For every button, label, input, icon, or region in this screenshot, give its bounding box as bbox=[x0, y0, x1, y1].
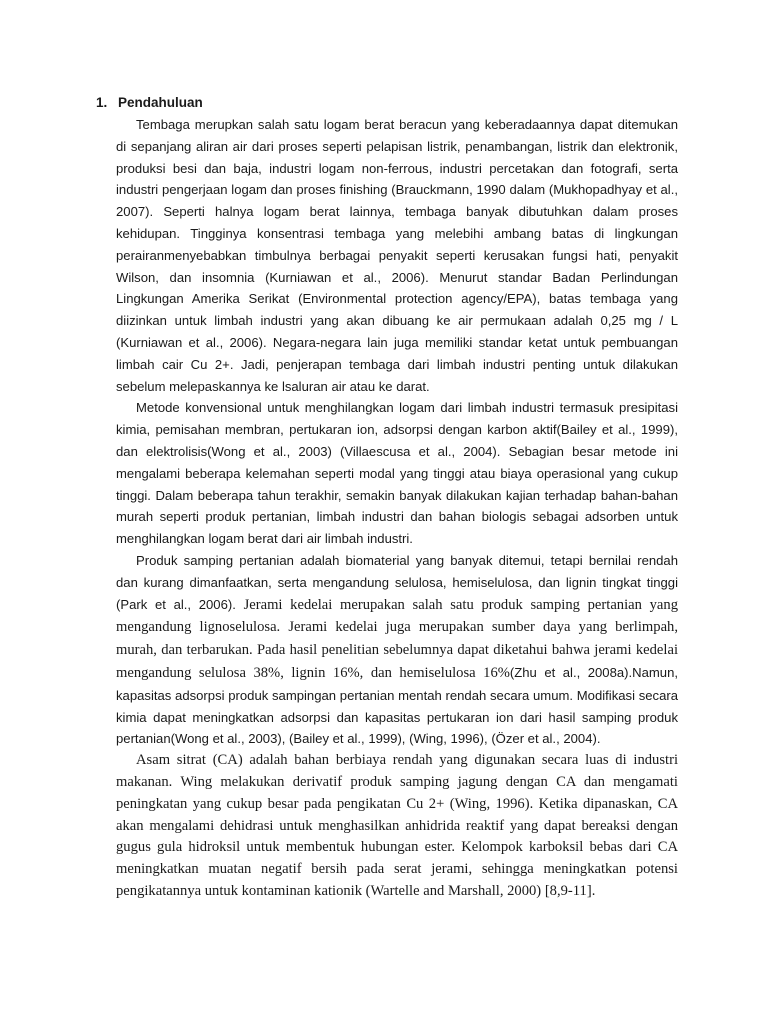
section-title: Pendahuluan bbox=[118, 95, 203, 110]
paragraph-2: Metode konvensional untuk menghilangkan logam dari limbah industri termasuk presipitasi kimia, pemisahan membran, pertukaran ion, adsorpsi dengan karbon aktif(Bailey et al., 1999), dan elektrolisis(Wong et al., 2003) (Villaescusa et al., 2004). Sebagian besar metode ini mengalami beberapa kelemahan seperti modal yang tinggi atau biaya operasional yang cukup tinggi. Dalam beberapa tahun terakhir, semakin banyak dilakukan kajian terhadap bahan-bahan murah seperti produk pertanian, limbah industri dan bahan biologis sebagai adsorben untuk menghilangkan logam berat dari air limbah industri. bbox=[116, 400, 678, 547]
paragraph-4: Asam sitrat (CA) adalah bahan berbiaya rendah yang digunakan secara luas di industri makanan. Wing melakukan derivatif produk samping jagung dengan CA dan mengamati peningkatan yang cukup besar pada pengikatan Cu 2+ (Wing, 1996). Ketika dipanaskan, CA akan mengalami dehidrasi untuk menghasilkan anhidrida reaktif yang dapat bereaksi dengan gugus gula hidroksil untuk membentuk hubungan ester. Kelompok karboksil bebas dari CA meningkatkan muatan negatif bersih pada serat jerami, sehingga meningkatkan potensi pengikatannya untuk kontaminan kationik (Wartelle and Marshall, 2000) [8,9-11]. bbox=[116, 752, 678, 899]
document-page bbox=[96, 93, 678, 903]
paragraph-3 bbox=[116, 550, 678, 750]
paragraph-3-part-2: Jerami kedelai merupakan salah satu produk samping pertanian yang mengandung lignoselulosa. Jerami kedelai juga merupakan sumber daya yang berlimpah, murah, dan terbarukan. Pada hasil penelitian sebelumnya dapat diketahui bahwa jerami kedelai mengandung selulosa 38%, lignin 16%, dan hemiselulosa 16% bbox=[116, 596, 678, 681]
paragraph-3-part-3: (Zhu et al., 2008a).Namun, kapasitas adsorpsi produk sampingan pertanian mentah rendah secara umum. Modifikasi secara kimia dapat meningkatkan adsorpsi dan kapasitas pertukaran ion dari hasil samping produk pertanian(Wong et al., 2003), (Bailey et al., 1999), (Wing, 1996), (Özer et al., 2004). bbox=[116, 664, 678, 747]
section-heading bbox=[96, 93, 678, 113]
section-number: 1. bbox=[96, 95, 108, 110]
paragraph-1: Tembaga merupkan salah satu logam berat beracun yang keberadaannya dapat ditemukan di sepanjang aliran air dari proses seperti pelapisan listrik, penambangan, listrik dan elektronik, produksi besi dan baja, industri logam non-ferrous, industri percetakan dan fotografi, serta industri pengerjaan logam dan proses finishing (Brauckmann, 1990 dalam (Mukhopadhyay et al., 2007). Seperti halnya logam berat lainnya, tembaga banyak dibutuhkan dalam proses kehidupan. Tingginya konsentrasi tembaga yang melebihi ambang batas di lingkungan perairanmenyebabkan timbulnya berbagai penyakit seperti kerusakan fungsi hati, penyakit Wilson, dan insomnia (Kurniawan et al., 2006). Menurut standar Badan Perlindungan Lingkungan Amerika Serikat (Environmental protection agency/EPA), batas tembaga yang diizinkan untuk limbah industri yang akan dibuang ke air permukaan adalah 0,25 mg / L (Kurniawan et al., 2006). Negara-negara lain juga memiliki standar ketat untuk pembuangan limbah cair Cu 2+. Jadi, penjerapan tembaga dari limbah industri penting untuk dilakukan sebelum melepaskannya ke lsaluran air atau ke darat. bbox=[116, 117, 678, 394]
paragraph-3-part-1: Produk samping pertanian adalah biomaterial yang banyak ditemui, tetapi bernilai rendah dan kurang dimanfaatkan, serta mengandung selulosa, hemiselulosa, dan lignin tingkat tinggi (Park et al., 2006). bbox=[116, 552, 678, 612]
